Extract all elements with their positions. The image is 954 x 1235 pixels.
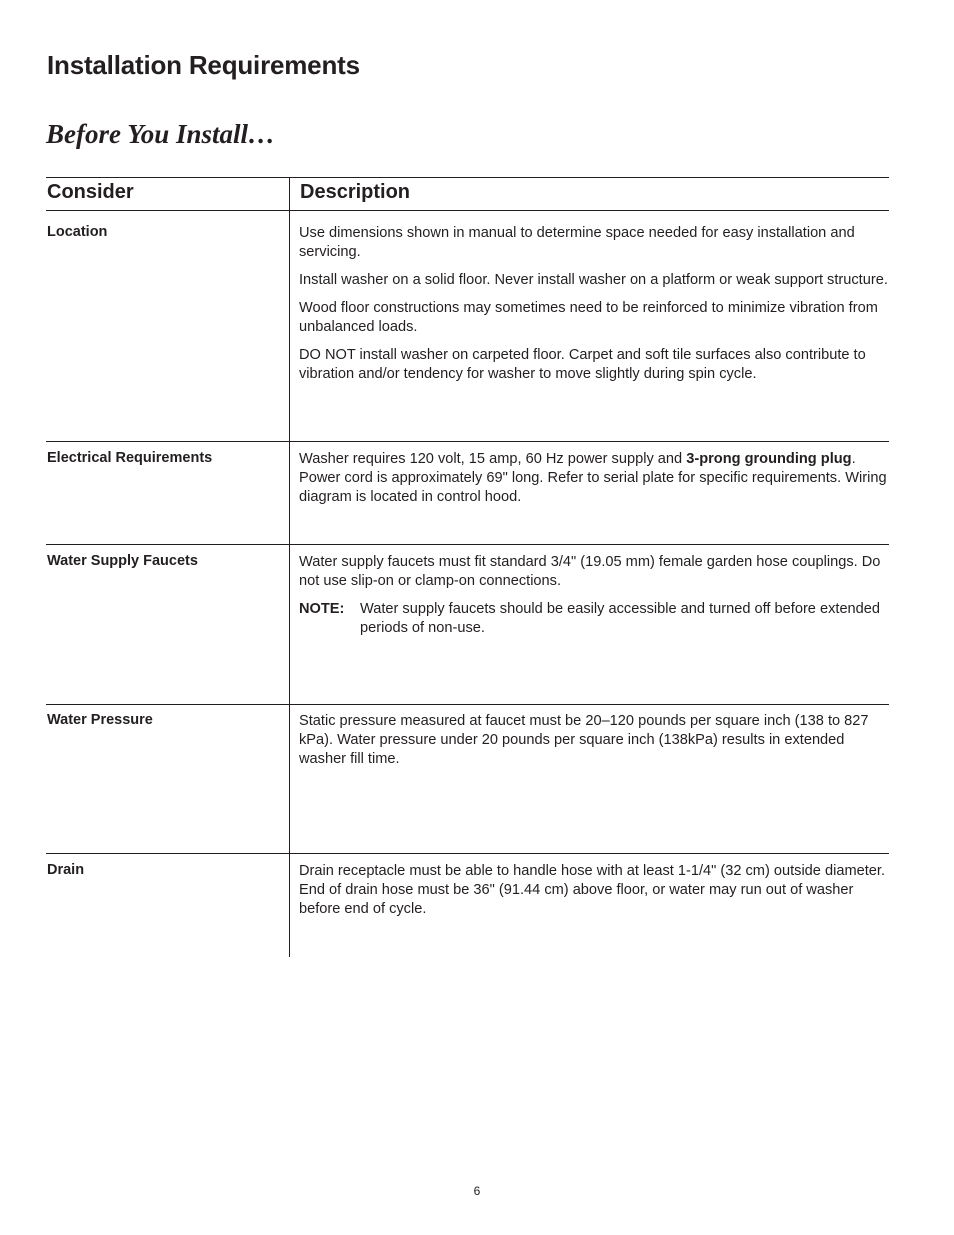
location-paragraph: Install washer on a solid floor. Never install washer on a platform or weak support structure.	[299, 272, 888, 288]
row-description-faucets	[299, 553, 889, 638]
column-header-consider: Consider	[47, 181, 134, 203]
drain-paragraph: Drain receptacle must be able to handle hose with at least 1-1/4" (32 cm) outside diameter. End of drain hose must be 36" (91.44 cm) above floor, or water may run out of washer before end of cycle.	[299, 863, 886, 917]
row-divider	[46, 704, 889, 705]
electrical-text: Washer requires 120 volt, 15 amp, 60 Hz power supply and	[299, 451, 687, 467]
electrical-paragraph	[299, 450, 889, 507]
electrical-text: . Power cord is approximately 69" long. Refer to serial plate for specific requirements. Wiring diagram is located in control hood.	[299, 451, 887, 505]
row-description-pressure	[299, 712, 889, 778]
row-label-location: Location	[47, 224, 108, 240]
column-header-description: Description	[300, 181, 411, 203]
row-label-drain: Drain	[47, 862, 85, 878]
location-paragraph: DO NOT install washer on carpeted floor. Carpet and soft tile surfaces also contribute to vibration and/or tendency for washer to move slightly during spin cycle.	[299, 347, 866, 382]
note-text: Water supply faucets should be easily accessible and turned off before extended periods of non-use.	[360, 601, 881, 636]
location-paragraph: Wood floor constructions may sometimes need to be reinforced to minimize vibration from unbalanced loads.	[299, 300, 878, 335]
row-description-drain	[299, 862, 889, 928]
row-divider	[46, 441, 889, 442]
row-label-pressure: Water Pressure	[47, 712, 153, 728]
row-label-electrical: Electrical Requirements	[47, 450, 213, 466]
page-title: Installation Requirements	[47, 50, 360, 80]
page-number: 6	[473, 1184, 481, 1198]
faucets-paragraph: Water supply faucets must fit standard 3/4" (19.05 mm) female garden hose couplings. Do not use slip-on or clamp-on connections.	[299, 554, 881, 589]
note-label: NOTE:	[299, 601, 345, 617]
row-label-faucets: Water Supply Faucets	[47, 553, 198, 569]
location-paragraph: Use dimensions shown in manual to determine space needed for easy installation and servicing.	[299, 225, 855, 260]
header-bottom-rule	[46, 210, 889, 211]
grounding-plug-emphasis: 3-prong grounding plug	[686, 451, 852, 467]
row-description-location	[299, 224, 889, 393]
row-divider	[46, 853, 889, 854]
column-divider	[289, 178, 290, 957]
note-block	[299, 600, 889, 638]
pressure-paragraph: Static pressure measured at faucet must be 20–120 pounds per square inch (138 to 827 kPa). Water pressure under 20 pounds per square inch (138kPa) results in extended washer fill time.	[299, 713, 869, 767]
section-title: Before You Install…	[46, 119, 276, 149]
row-description-electrical	[299, 450, 889, 516]
table-top-rule	[46, 177, 889, 178]
row-divider	[46, 544, 889, 545]
